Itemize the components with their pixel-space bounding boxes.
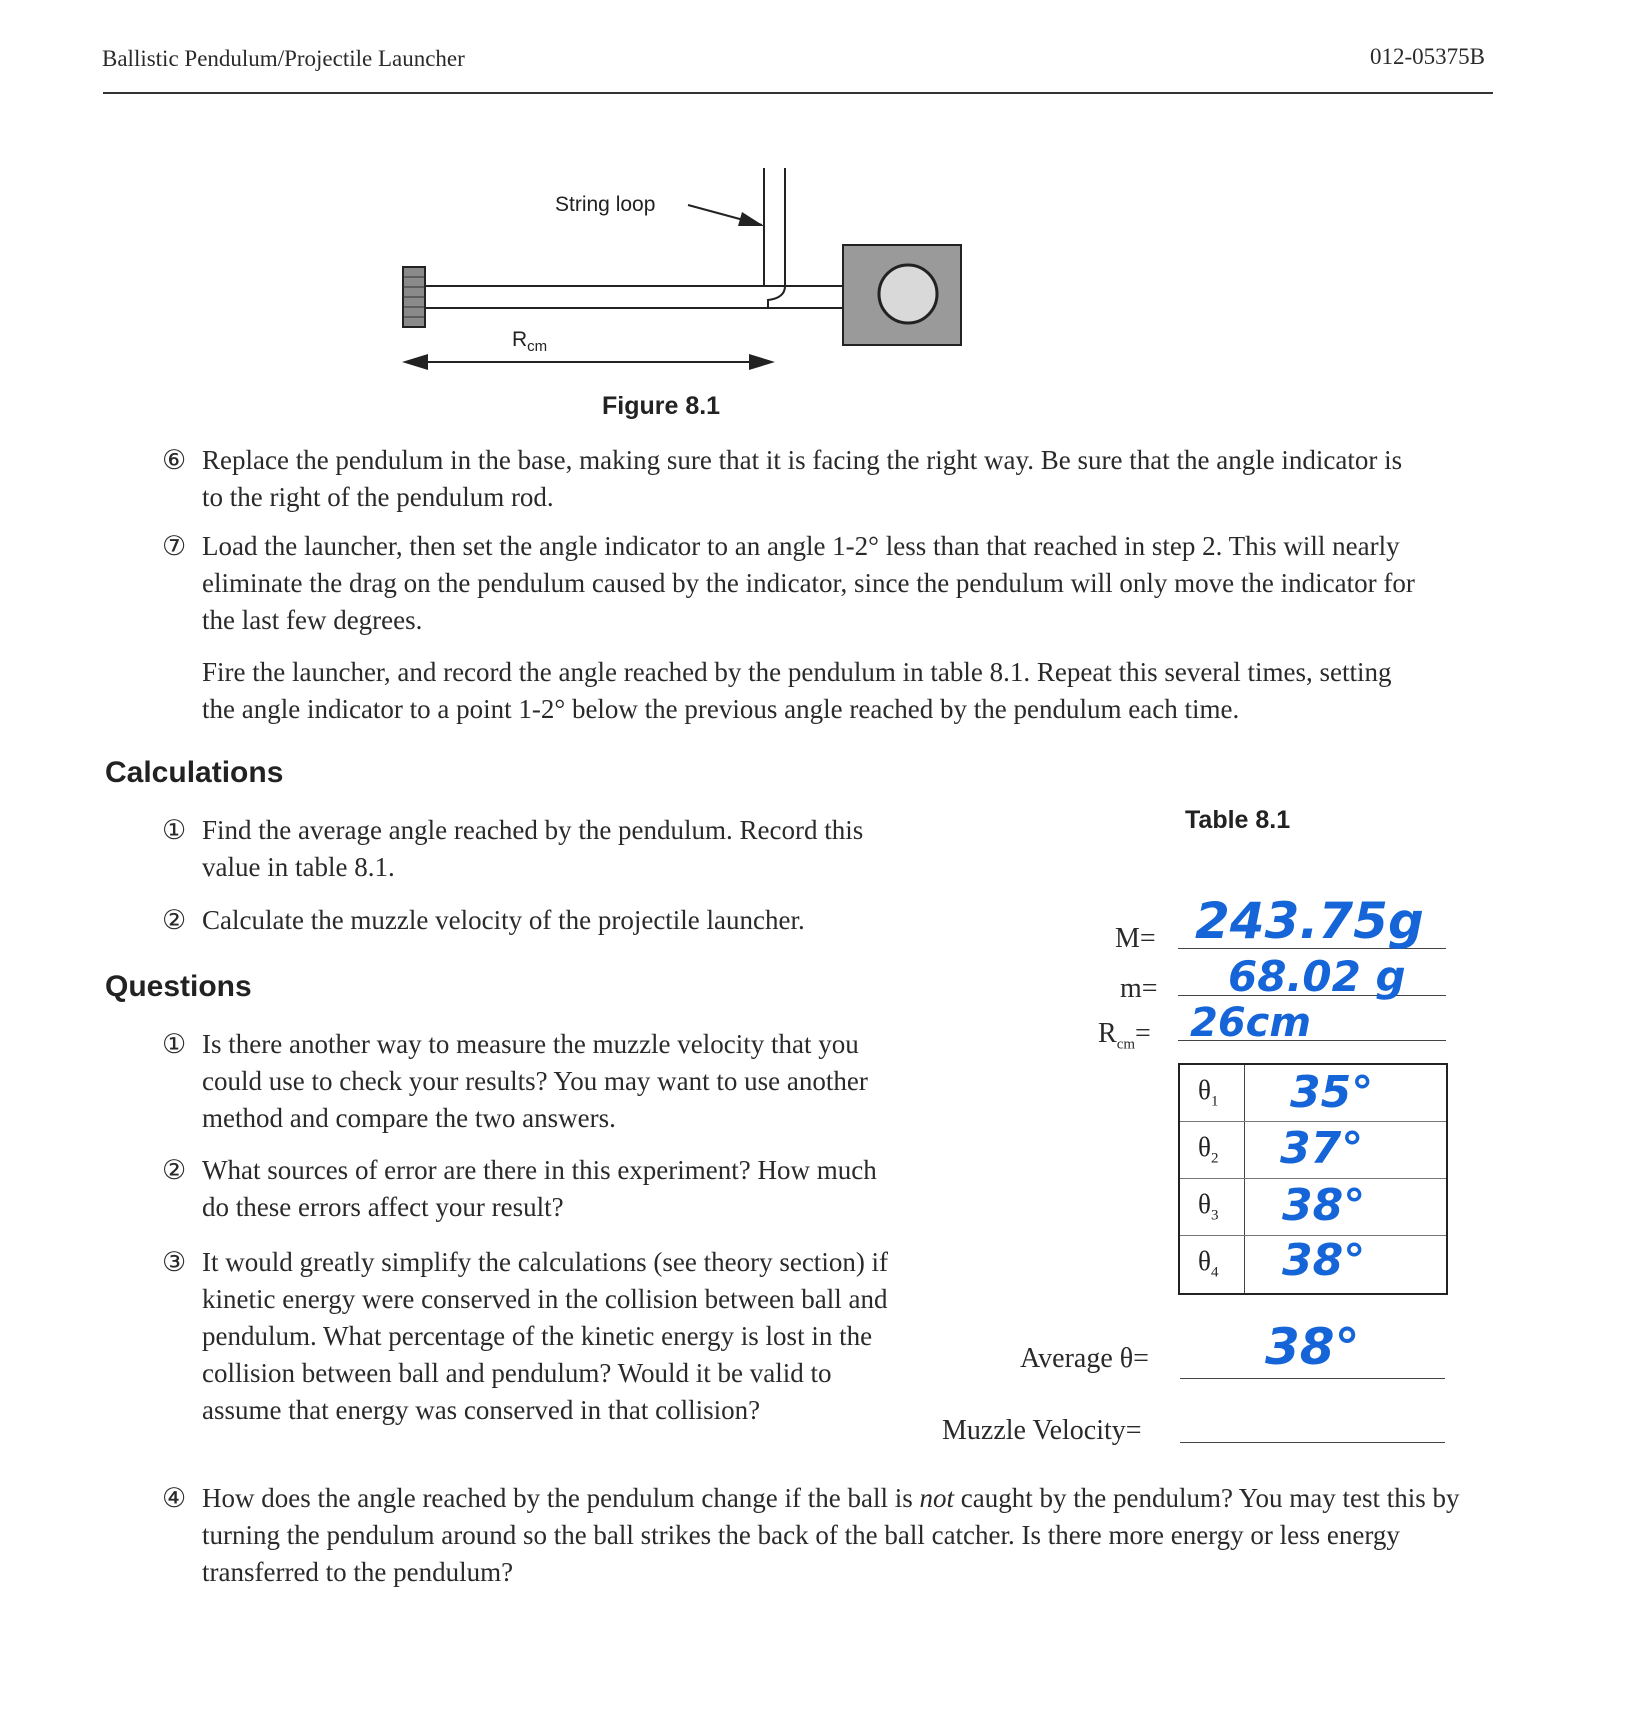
procedure-step-7 [162, 528, 1422, 639]
rcm-arrow [402, 354, 775, 370]
ball-catcher [843, 245, 961, 345]
pendulum-figure [390, 160, 990, 400]
mass-ball-label: m= [1120, 973, 1158, 1004]
document-code: 012-05375B [1370, 44, 1485, 69]
procedure-step-6 [162, 442, 1422, 516]
angle-table-rule [1180, 1121, 1446, 1122]
calculation-item-2 [162, 902, 882, 939]
question-number: ④ [162, 1483, 187, 1513]
average-theta-value: 38° [1265, 1318, 1360, 1376]
question-number: ③ [162, 1247, 187, 1277]
question-1 [162, 1026, 922, 1137]
step-text: Load the launcher, then set the angle indicator to an angle 1-2° less than that reached in step 2. This will nearly eliminate the drag on the pendulum caused by the indicator, since the pendulum will only move the indicator for the last few degrees. [202, 531, 1415, 635]
question-number: ① [162, 1029, 187, 1059]
mass-pendulum-value: 243.75g [1195, 892, 1424, 950]
rcm-table-label: $R_{cm}=$ [1098, 1018, 1151, 1053]
theta-4-label: $\theta_4$ [1198, 1246, 1219, 1281]
string-loop-arrow [688, 205, 764, 226]
item-text: Find the average angle reached by the pendulum. Record this value in table 8.1. [202, 815, 864, 882]
question-2 [162, 1152, 882, 1226]
question-text: Is there another way to measure the muzzle velocity that you could use to check your results? You may want to use another method and compare the two answers. [202, 1029, 868, 1133]
step-number: ⑦ [162, 531, 187, 561]
theta-3-label: $\theta_3$ [1198, 1189, 1219, 1224]
average-theta-line [1180, 1378, 1445, 1379]
header-rule [103, 92, 1493, 94]
angle-table-rule [1180, 1178, 1446, 1179]
end-weight [403, 267, 425, 327]
rcm-value: 26cm [1190, 1000, 1312, 1046]
string-loop-label: String loop [555, 193, 656, 216]
average-theta-label: Average θ= [1020, 1343, 1149, 1374]
mass-pendulum-label: M= [1115, 923, 1156, 954]
calculation-item-1 [162, 812, 882, 886]
figure-caption: Figure 8.1 [602, 392, 721, 420]
step-text: Replace the pendulum in the base, making sure that it is facing the right way. Be sure that the angle indicator is to the right of the pendulum rod. [202, 445, 1403, 512]
theta-2-value: 37° [1280, 1123, 1364, 1174]
question-text: How does the angle reached by the pendulum change if the ball is not caught by the pendulum? You may test this by turning the pendulum around so the ball strikes the back of the ball catcher. Is there more energy or less energy transferred to the pendulum? [202, 1483, 1460, 1587]
rcm-label: $R_{cm}$ [512, 328, 548, 356]
item-number: ① [162, 815, 187, 845]
theta-2-label: $\theta_2$ [1198, 1132, 1219, 1167]
theta-1-label: $\theta_1$ [1198, 1075, 1219, 1110]
mass-ball-value: 68.02 g [1228, 952, 1406, 1001]
muzzle-velocity-label: Muzzle Velocity= [942, 1415, 1142, 1446]
question-text: What sources of error are there in this experiment? How much do these errors affect your result? [202, 1155, 877, 1222]
table-title: Table 8.1 [1185, 806, 1291, 834]
running-header-title: Ballistic Pendulum/Projectile Launcher [102, 46, 465, 71]
step-number: ⑥ [162, 445, 187, 475]
theta-3-value: 38° [1282, 1180, 1366, 1231]
theta-1-value: 35° [1290, 1067, 1374, 1118]
angle-table-divider [1244, 1065, 1245, 1293]
item-number: ② [162, 905, 187, 935]
calculations-heading: Calculations [105, 756, 284, 789]
muzzle-velocity-line [1180, 1442, 1445, 1443]
question-text: It would greatly simplify the calculations (see theory section) if kinetic energy were conserved in the collision between ball and pendulum. What percentage of the kinetic energy is lost in the collision between ball and pendulum? Would it be valid to assume that energy was conserved in that collision? [202, 1247, 889, 1425]
item-text: Calculate the muzzle velocity of the projectile launcher. [202, 905, 805, 935]
questions-heading: Questions [105, 970, 252, 1003]
angle-table [1178, 1063, 1448, 1295]
question-3 [162, 1244, 902, 1429]
question-4 [162, 1480, 1462, 1591]
question-number: ② [162, 1155, 187, 1185]
procedure-paragraph: Fire the launcher, and record the angle reached by the pendulum in table 8.1. Repeat this several times, setting the angle indicator to a point 1-2° below the previous angle reached by the pendulum each time. [202, 657, 1392, 724]
theta-4-value: 38° [1282, 1235, 1366, 1286]
